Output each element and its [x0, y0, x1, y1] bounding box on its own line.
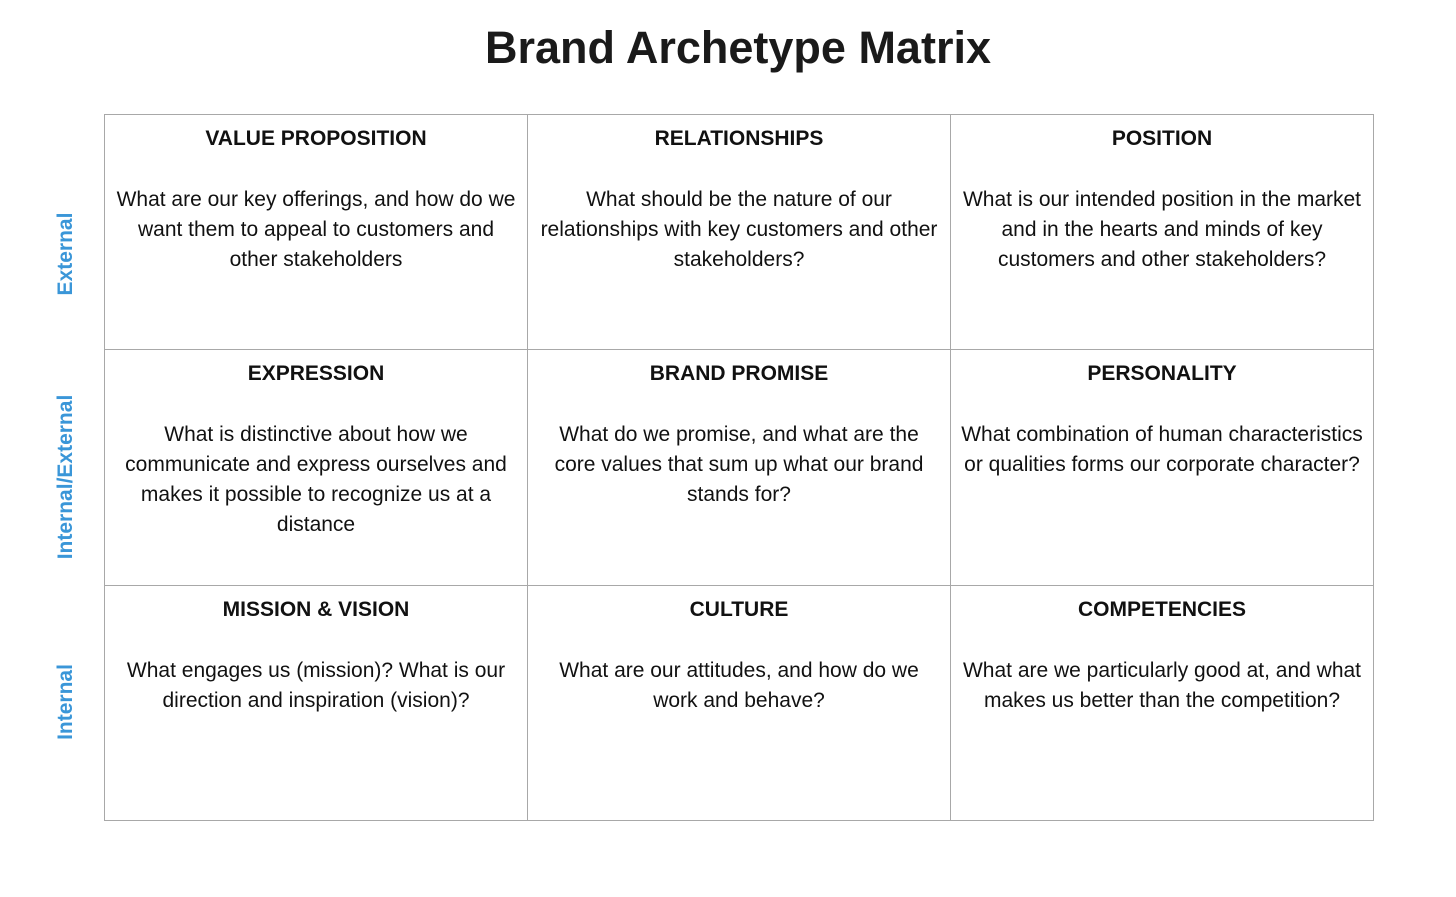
cell-title: PERSONALITY — [1087, 362, 1237, 386]
cell-title: POSITION — [1111, 127, 1213, 150]
row-label-internal-external: Internal/External — [54, 394, 77, 560]
row-label-internal: Internal — [54, 664, 77, 740]
cell-question: What should be the nature of our relationships with key customers and other stakeholders? — [540, 188, 938, 271]
cell-title: VALUE PROPOSITION — [205, 127, 427, 150]
cell-title: EXPRESSION — [247, 362, 385, 386]
cell-question: What do we promise, and what are the core values that sum up what our brand stands for? — [554, 423, 924, 507]
cell-title: COMPETENCIES — [1077, 597, 1247, 621]
matrix-cell-competencies — [951, 586, 1374, 821]
cell-title: MISSION & VISION — [222, 597, 410, 621]
matrix-cell-brand-promise — [528, 350, 951, 585]
matrix-cell-culture — [528, 586, 951, 821]
cell-title: CULTURE — [689, 597, 789, 621]
cell-question: What are our key offerings, and how do we want them to appeal to customers and other stakeholders — [116, 188, 516, 271]
matrix-cell-mission-vision — [105, 586, 528, 821]
cell-question: What engages us (mission)? What is our direction and inspiration (vision)? — [126, 658, 506, 712]
matrix-cell-value-proposition — [105, 115, 528, 350]
matrix-cell-personality — [951, 350, 1374, 585]
cell-title: BRAND PROMISE — [649, 362, 829, 386]
matrix-cell-position — [951, 115, 1374, 350]
diagram-title: Brand Archetype Matrix — [485, 22, 991, 73]
matrix-cell-expression — [105, 350, 528, 585]
cell-question: What is our intended position in the market and in the hearts and minds of key customers and other stakeholders? — [962, 188, 1362, 271]
cell-title: RELATIONSHIPS — [654, 127, 824, 150]
matrix-cell-relationships — [528, 115, 951, 350]
row-label-external: External — [54, 212, 77, 296]
cell-question: What is distinctive about how we communicate and express ourselves and makes it possible to recognize us at a distance — [125, 423, 507, 537]
cell-question: What combination of human characteristics or qualities forms our corporate character? — [961, 423, 1363, 477]
archetype-matrix — [104, 114, 1374, 821]
cell-question: What are we particularly good at, and what makes us better than the competition? — [962, 658, 1362, 712]
cell-question: What are our attitudes, and how do we work and behave? — [559, 658, 919, 712]
